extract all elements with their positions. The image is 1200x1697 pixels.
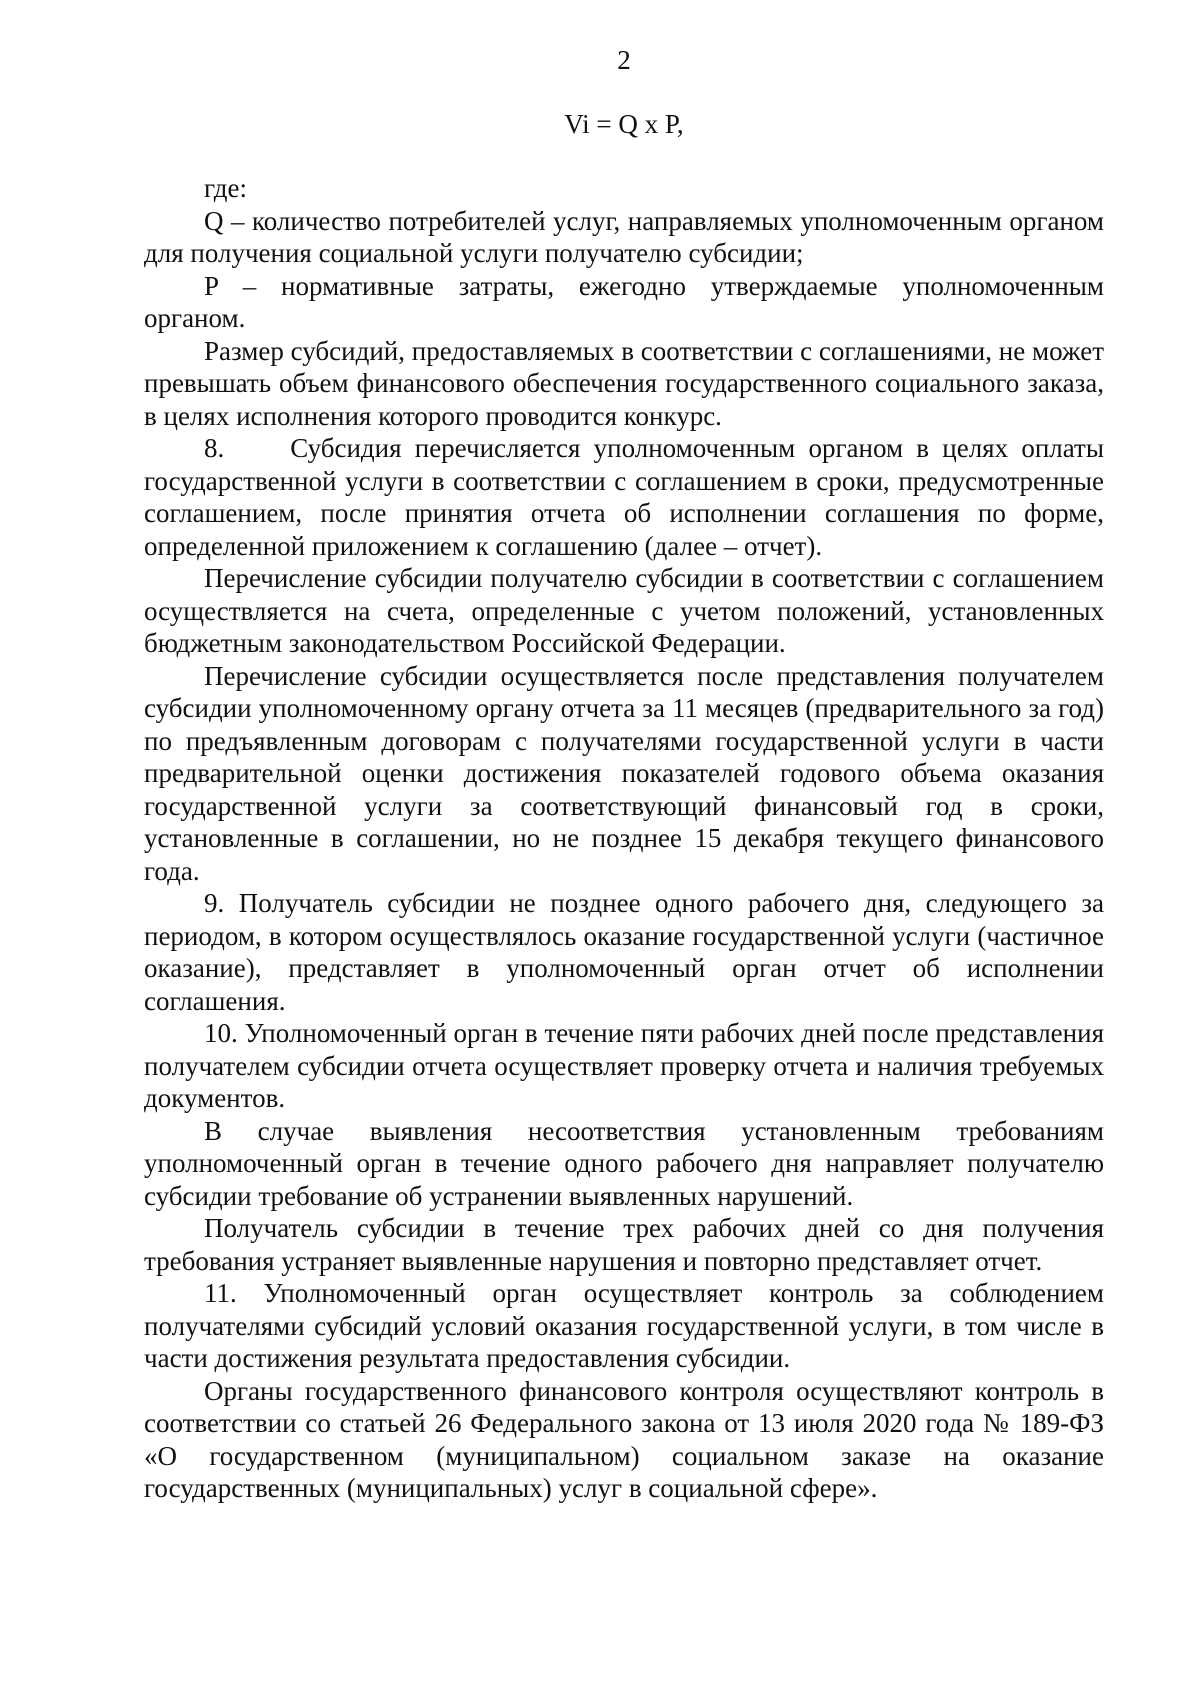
paragraph-item-10: 10. Уполномоченный орган в течение пяти рабочих дней после представления получателем субсидии отчета осуществляет проверку отчета и наличия требуемых документов. (144, 1018, 1104, 1113)
paragraph-p-definition: P – нормативные затраты, ежегодно утверждаемые уполномоченным органом. (144, 270, 1104, 333)
paragraph-where: где: (204, 173, 247, 203)
page-number: 2 (617, 45, 631, 75)
paragraph-transfer-report: Перечисление субсидии осуществляется после представления получателем субсидии уполномоченному органу отчета за 11 месяцев (предварительного за год) по предъявленным договорам с получателями государственной услуги в части предварительной оценки достижения показателей годового объема оказания государственной услуги за соответствующий финансовый год в сроки, установленные в соглашении, но не позднее 15 декабря текущего финансового года. (144, 660, 1104, 886)
paragraph-nonconformity: В случае выявления несоответствия установленным требованиям уполномоченный орган в течение одного рабочего дня направляет получателю субсидии требование об устранении выявленных нарушений. (144, 1115, 1104, 1211)
item-8-number: 8. (204, 433, 225, 463)
document-body (144, 172, 1104, 1505)
paragraph-item-11: 11. Уполномоченный орган осуществляет контроль за соблюдением получателями субсидий условий оказания государственной услуги, в том числе в части достижения результата предоставления субсидии. (144, 1278, 1104, 1373)
paragraph-financial-control: Органы государственного финансового контроля осуществляют контроль в соответствии со статьей 26 Федерального закона от 13 июля 2020 года № 189-ФЗ «О государственном (муниципальном) социальном заказе на оказание государственных (муниципальных) услуг в социальной сфере». (144, 1375, 1104, 1503)
item-8-text: Субсидия перечисляется уполномоченным органом в целях оплаты государственной услуги в соответствии с соглашением в сроки, предусмотренные соглашением, после принятия отчета об исполнении соглашения по форме, определенной приложением к соглашению (далее – отчет). (144, 433, 1104, 561)
paragraph-item-9: 9. Получатель субсидии не позднее одного рабочего дня, следующего за периодом, в котором осуществлялось оказание государственной услуги (частичное оказание), представляет в уполномоченный орган отчет об исполнении соглашения. (144, 888, 1104, 1016)
paragraph-transfer-accounts: Перечисление субсидии получателю субсидии в соответствии с соглашением осуществляется на счета, определенные с учетом положений, установленных бюджетным законодательством Российской Федерации. (144, 563, 1104, 658)
paragraph-correction: Получатель субсидии в течение трех рабочих дней со дня получения требования устраняет выявленные нарушения и повторно представляет отчет. (144, 1213, 1104, 1276)
paragraph-subsidy-size: Размер субсидий, предоставляемых в соответствии с соглашениями, не может превышать объем финансового обеспечения государственного социального заказа, в целях исполнения которого проводится конкурс. (144, 335, 1104, 431)
paragraph-item-8 (144, 432, 1104, 562)
paragraph-q-definition: Q – количество потребителей услуг, направляемых уполномоченным органом для получения социальной услуги получателю субсидии; (144, 205, 1104, 268)
subsidy-formula: Vi = Q x P, (564, 109, 684, 139)
